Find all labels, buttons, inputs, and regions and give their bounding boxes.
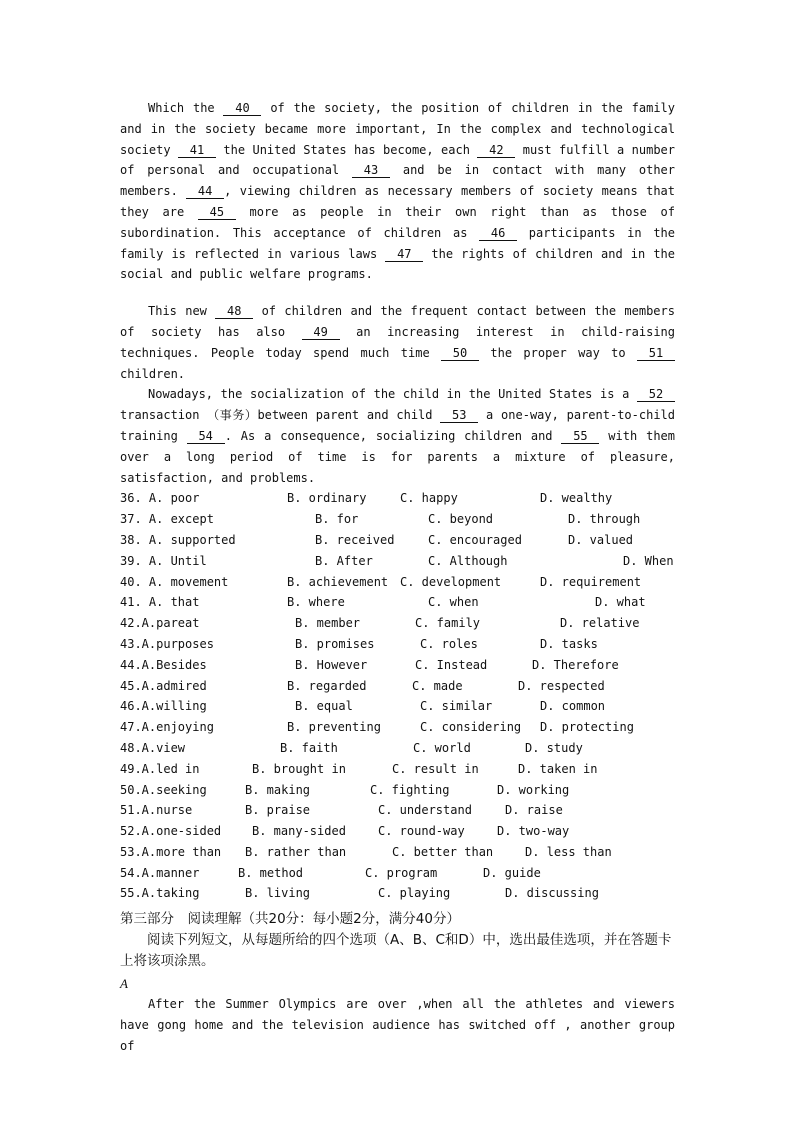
option-c: C. considering [420,720,522,735]
option-c: C. Although [428,553,508,568]
blank-40: 40 [223,101,261,116]
option-row [120,592,675,613]
option-d: D. protecting [540,720,634,735]
passage-text: children. [120,366,186,381]
option-c: C. better than [392,844,494,859]
option-b: B. preventing [287,720,381,735]
option-b: B. However [295,657,368,672]
option-a: 40. A. movement [120,574,229,589]
option-c: C. world [413,740,471,755]
option-row [120,800,675,821]
option-d: D. working [497,782,570,797]
option-c: C. round-way [378,824,465,839]
option-b: B. where [287,595,345,610]
passage-letter: A [120,976,128,992]
option-d: D. Therefore [532,657,619,672]
option-d: D. study [525,740,583,755]
option-d: D. relative [560,616,640,631]
option-c: C. made [412,678,463,693]
option-b: B. After [315,553,373,568]
option-c: C. when [428,595,479,610]
option-row [120,780,675,801]
option-c: C. roles [420,636,478,651]
option-c: C. similar [420,699,493,714]
passage-text: an increasing interest in child-raising techniques. People today spend much time [120,324,676,360]
option-row [120,655,675,676]
option-b: B. ordinary [287,491,367,506]
option-c: C. Instead [415,657,488,672]
option-row [120,883,675,904]
blank-53: 53 [440,408,478,423]
option-b: B. praise [245,803,311,818]
option-a: 50.A.seeking [120,782,207,797]
option-row [120,759,675,780]
option-a: 43.A.purposes [120,636,214,651]
option-row [120,572,675,593]
option-a: 49.A.led in [120,761,200,776]
blank-44: 44 [186,184,224,199]
option-c: C. fighting [370,782,450,797]
blank-55: 55 [561,429,599,444]
option-c: C. development [400,574,502,589]
option-b: B. regarded [287,678,367,693]
option-row [120,634,675,655]
option-row [120,509,675,530]
option-a: 55.A.taking [120,886,200,901]
answer-options-list [120,488,675,904]
option-c: C. encouraged [428,532,522,547]
option-row [120,488,675,509]
option-d: D. common [540,699,606,714]
option-a: 46.A.willing [120,699,207,714]
option-a: 48.A.view [120,740,186,755]
option-a: 51.A.nurse [120,803,193,818]
option-d: D. requirement [540,574,642,589]
passage-text: Which the [148,101,224,115]
passage-text: more as people in their own right than as those of subordination. This acceptance of children as [120,204,675,240]
option-row [120,551,675,572]
option-row [120,696,675,717]
passage-text: of children and the frequent contact between the members of society has also [120,304,675,339]
option-b: B. member [295,616,361,631]
option-a: 54.A.manner [120,865,200,880]
option-row [120,676,675,697]
blank-46: 46 [479,226,517,241]
section-instruction: 阅读下列短文，从每题所给的四个选项（A、B、C和D）中，选出最佳选项，并在答题卡上将该项涂黑。 [120,932,672,970]
passage-text: . As a consequence, socializing children and [224,428,562,443]
option-b: B. faith [280,740,338,755]
option-d: D. tasks [540,636,598,651]
option-row [120,738,675,759]
option-d: D. raise [505,803,563,818]
option-d: D. discussing [505,886,599,901]
option-d: D. two-way [497,824,570,839]
passage-text: the rights of children and in the social and public welfare programs. [120,246,675,282]
option-d: D. respected [518,678,605,693]
passage-text: the proper way to [479,345,637,360]
option-b: B. many-sided [252,824,346,839]
passage-text: and be in contact with many other members. [120,163,676,199]
document-page [120,98,675,1057]
option-a: 53.A.more than [120,844,222,859]
option-a: 45.A.admired [120,678,207,693]
blank-51: 51 [637,346,675,361]
blank-49: 49 [302,325,340,340]
option-a: 37. A. except [120,512,214,527]
option-c: C. family [415,616,481,631]
option-d: D. wealthy [540,491,613,506]
option-b: B. making [245,782,311,797]
option-b: B. equal [295,699,353,714]
option-c: C. program [365,865,438,880]
option-c: C. playing [378,886,451,901]
option-b: B. brought in [252,761,346,776]
option-a: 41. A. that [120,595,200,610]
option-b: B. living [245,886,311,901]
option-a: 38. A. supported [120,532,236,547]
option-row [120,863,675,884]
passage-text: , viewing children as necessary members of society means that they are [120,184,675,219]
option-b: B. for [315,512,359,527]
passage-paragraph-3 [120,384,675,488]
blank-50: 50 [441,346,479,361]
option-d: D. through [568,512,641,527]
option-d: D. what [595,595,646,610]
option-d: D. guide [483,865,541,880]
passage-text: must fulfill a number of personal and occupational [120,142,675,178]
option-c: C. beyond [428,512,494,527]
option-b: B. rather than [245,844,347,859]
option-row [120,717,675,738]
passage-text: a one-way, parent-to-child training [120,408,675,443]
option-row [120,613,675,634]
option-c: C. result in [392,761,479,776]
reading-passage-start: After the Summer Olympics are over ,when all the athletes and viewers have gong home and the television audience has switched off , another group of [120,997,675,1053]
blank-42: 42 [477,143,515,158]
option-c: C. understand [378,803,472,818]
option-d: D. less than [525,844,612,859]
option-d: D. taken in [518,761,598,776]
option-a: 44.A.Besides [120,657,207,672]
option-d: D. valued [568,532,634,547]
option-row [120,530,675,551]
option-a: 36. A. poor [120,491,200,506]
passage-text: transaction （事务）between parent and child [120,408,441,423]
passage-paragraph-1 [120,98,675,285]
blank-41: 41 [178,143,216,158]
passage-text: the United States has become, each [215,142,478,157]
blank-48: 48 [215,304,253,319]
blank-54: 54 [187,429,225,444]
passage-text: Nowadays, the socialization of the child in the United States is a [148,387,637,402]
option-b: B. method [238,865,304,880]
option-a: 42.A.pareat [120,616,200,631]
passage-text: This new [148,304,216,319]
blank-47: 47 [385,247,423,262]
option-b: B. achievement [287,574,389,589]
option-c: C. happy [400,491,458,506]
passage-text: of the society, the position of children in the family and in the society became more important, In the complex and technological society [120,101,675,157]
blank-52: 52 [637,387,675,402]
option-a: 52.A.one-sided [120,824,222,839]
option-b: B. received [315,532,395,547]
option-b: B. promises [295,636,375,651]
option-row [120,842,675,863]
passage-text: participants in the family is reflected in various laws [120,225,675,261]
option-d: D. When [623,553,674,568]
blank-45: 45 [198,205,236,220]
option-row [120,821,675,842]
passage-paragraph-2 [120,301,675,384]
section-title: 第三部分 阅读理解（共20分：每小题2分，满分40分） [120,911,460,928]
blank-43: 43 [352,163,390,178]
passage-text: with them over a long period of time is for parents a mixture of pleasure, satisfaction, and problems. [120,428,675,485]
option-a: 39. A. Until [120,553,207,568]
option-a: 47.A.enjoying [120,720,214,735]
